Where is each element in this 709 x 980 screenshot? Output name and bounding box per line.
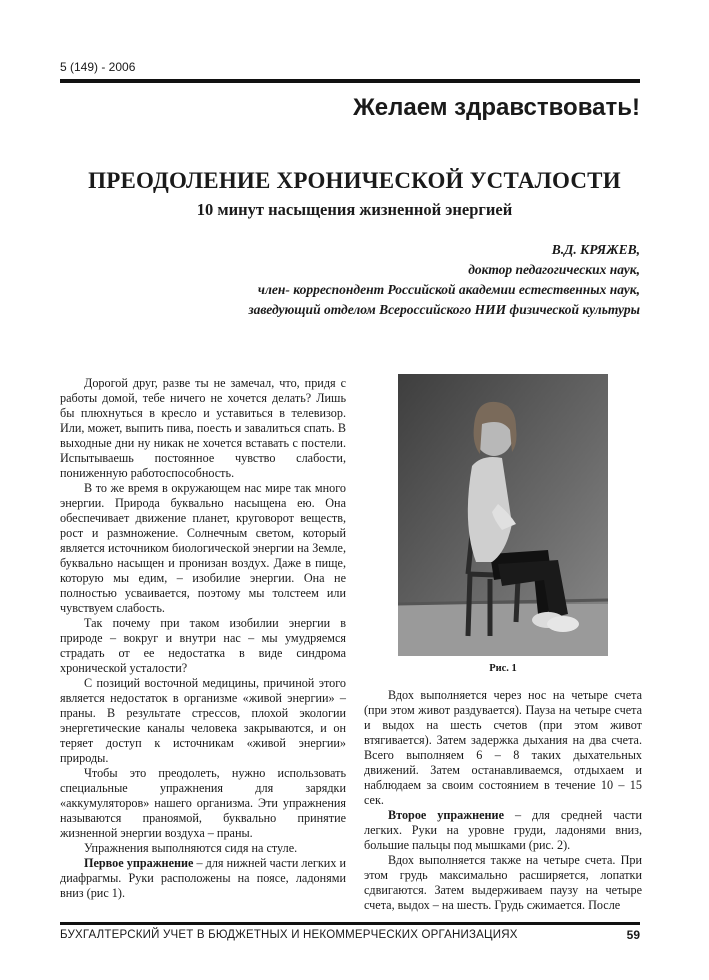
author-membership: член- корреспондент Российской академии естественных наук,: [257, 282, 640, 297]
exercise-one-label: Первое упражнение: [84, 856, 194, 870]
paragraph: С позиций восточной медицины, причиной этого является недостаток в организме «живой энергии» – праны. В результате стрессов, плохой экологии энергетические каналы человека закрываются, и он теряет доступ к источникам «живой энергии» природы.: [60, 676, 346, 765]
issue-number: 5 (149) - 2006: [60, 60, 136, 74]
header-rule: [60, 79, 640, 83]
figure-photo: [398, 374, 608, 656]
author-name: В.Д. КРЯЖЕВ,: [551, 242, 640, 257]
journal-name: БУХГАЛТЕРСКИЙ УЧЕТ В БЮДЖЕТНЫХ И НЕКОММЕРЧЕСКИХ ОРГАНИЗАЦИЯХ: [60, 929, 518, 941]
exercise-two-paragraph: [364, 808, 642, 853]
exercise-two-label: Второе упражнение: [388, 808, 504, 822]
left-column: [60, 376, 346, 901]
paragraph: В то же время в окружающем нас мире так много энергии. Природа буквально насыщена ею. Она обеспечивает движение планет, круговорот веществ, рост и размножение. Солнечным светом, который является источником биологической энергии на Земле, буквально насыщен и пронизан воздух. Даже в пище, которую мы едим, – изобилие энергии. Она не полностью усваивается, поэтому мы толстеем или чувствуем слабость.: [60, 481, 346, 615]
author-block: [248, 240, 640, 320]
figure-caption: Рис. 1: [489, 663, 517, 674]
exercise-one-text: – для нижней части легких и диафрагмы. Руки расположены на поясе, ладонями вниз (рис 1).: [60, 856, 346, 900]
author-degree: доктор педагогических наук,: [468, 262, 640, 277]
section-title: Желаем здравствовать!: [353, 94, 640, 121]
exercise-two-text: – для средней части легких. Руки на уровне груди, ладонями вниз, большие пальцы под мышками (рис. 2).: [364, 808, 642, 852]
right-column: [364, 688, 642, 913]
article-subtitle: 10 минут насыщения жизненной энергией: [196, 200, 513, 219]
exercise-one-paragraph: [60, 856, 346, 901]
seated-woman-illustration: [398, 374, 608, 656]
author-position: заведующий отделом Всероссийского НИИ физической культуры: [248, 302, 640, 317]
paragraph: Дорогой друг, разве ты не замечал, что, придя с работы домой, тебе ничего не хочется делать? Лишь бы плюхнуться в кресло и уставиться в телевизор. Или, может, выпить пива, поесть и завалиться спать. В выходные дни ну никак не хочется вставать с постели. Испытываешь постоянное чувство слабости, пониженную работоспособность.: [60, 376, 346, 480]
paragraph: Так почему при таком изобилии энергии в природе – вокруг и внутри нас – мы умудряемся страдать от ее недостатка в виде синдрома хронической усталости?: [60, 616, 346, 675]
paragraph: Вдох выполняется через нос на четыре счета (при этом живот раздувается). Пауза на четыре счета и выдох на шесть счетов (при этом живот втягивается). Затем задержка дыхания на два счета. Всего выполняем 6 – 8 таких дыхательных движений. Затем останавливаемся, отдыхаем и наблюдаем за своим состоянием в течение 10 – 15 сек.: [364, 688, 642, 807]
paragraph: Чтобы это преодолеть, нужно использовать специальные упражнения для зарядки «аккумуляторов» нашего организма. Эти упражнения называются праноямой, буквально принятие жизненной энергии воздуха – праны.: [60, 766, 346, 840]
article-title: ПРЕОДОЛЕНИЕ ХРОНИЧЕСКОЙ УСТАЛОСТИ: [88, 168, 621, 193]
paragraph: Упражнения выполняются сидя на стуле.: [84, 841, 298, 855]
paragraph: Вдох выполняется также на четыре счета. При этом грудь максимально расширяется, лопатки сдвигаются. Затем выдерживаем паузу на четыре счета, выдох – на шесть. Грудь сжимается. После: [364, 853, 642, 912]
footer-rule: [60, 922, 640, 925]
page-number: 59: [626, 928, 640, 942]
